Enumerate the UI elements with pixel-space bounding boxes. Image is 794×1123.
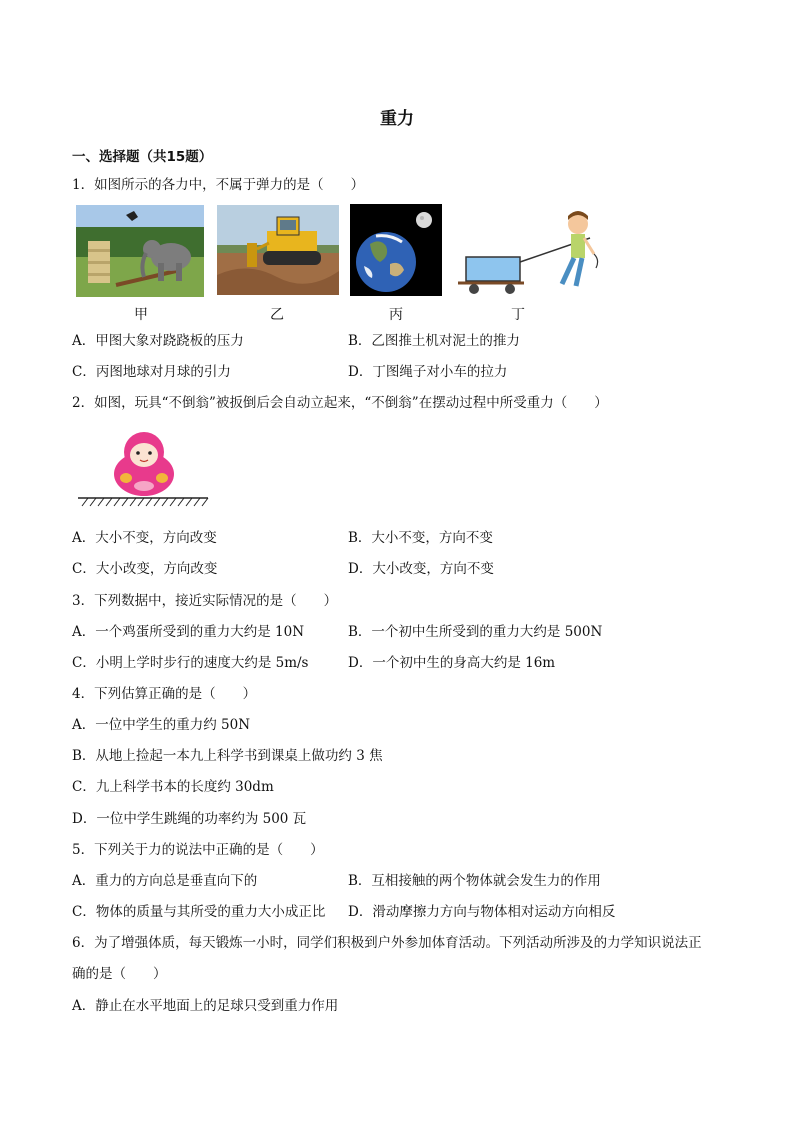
q5-option-b: B．互相接触的两个物体就会发生力的作用 [348,873,601,889]
q4-option-c: C．九上科学书本的长度约 30dm [72,779,274,795]
q1-option-a: A．甲图大象对跷跷板的压力 [72,333,244,349]
earth-moon-image [350,204,442,296]
page-title: 重力 [380,109,414,129]
q5-option-c: C．物体的质量与其所受的重力大小成正比 [72,904,326,920]
q2-option-a: A．大小不变，方向改变 [72,530,217,546]
bulldozer-image [217,205,339,295]
section-heading: 一、选择题（共15题） [72,149,213,165]
caption-yi: 乙 [270,307,284,323]
q1-stem: 1．如图所示的各力中，不属于弹力的是（ ） [72,177,365,193]
q5-option-a: A．重力的方向总是垂直向下的 [72,873,258,889]
q2-option-c: C．大小改变，方向改变 [72,561,218,577]
q6-option-a: A．静止在水平地面上的足球只受到重力作用 [72,998,339,1014]
caption-ding: 丁 [511,307,525,323]
q6-stem-line2: 确的是（ ） [72,966,167,982]
q5-stem: 5．下列关于力的说法中正确的是（ ） [72,842,324,858]
person-pulling-cart-image [454,210,614,300]
q2-option-d: D．大小改变，方向不变 [348,561,494,577]
q2-option-b: B．大小不变，方向不变 [348,530,493,546]
q3-option-a: A．一个鸡蛋所受到的重力大约是 10N [72,624,305,640]
q4-option-d: D．一位中学生跳绳的功率约为 500 瓦 [72,811,307,827]
q1-option-c: C．丙图地球对月球的引力 [72,364,231,380]
q5-option-d: D．滑动摩擦力方向与物体相对运动方向相反 [348,904,616,920]
q4-option-a: A．一位中学生的重力约 50N [72,717,251,733]
tumbler-toy-image [74,430,210,508]
q4-option-b: B．从地上捡起一本九上科学书到课桌上做功约 3 焦 [72,748,383,764]
q3-option-c: C．小明上学时步行的速度大约是 5m/s [72,655,309,671]
q3-option-d: D．一个初中生的身高大约是 16m [348,655,556,671]
caption-bing: 丙 [389,307,403,323]
q1-option-d: D．丁图绳子对小车的拉力 [348,364,508,380]
q4-stem: 4．下列估算正确的是（ ） [72,686,257,702]
elephant-seesaw-image [76,205,204,297]
q1-option-b: B．乙图推土机对泥土的推力 [348,333,520,349]
q2-stem: 2．如图，玩具“不倒翁”被扳倒后会自动立起来，“不倒翁”在摆动过程中所受重力（ ） [72,395,608,411]
caption-jia: 甲 [134,307,148,323]
q3-stem: 3．下列数据中，接近实际情况的是（ ） [72,593,338,609]
q6-stem-line1: 6．为了增强体质，每天锻炼一小时，同学们积极到户外参加体育活动。下列活动所涉及的力学知识说法正 [72,935,702,951]
q3-option-b: B．一个初中生所受到的重力大约是 500N [348,624,603,640]
